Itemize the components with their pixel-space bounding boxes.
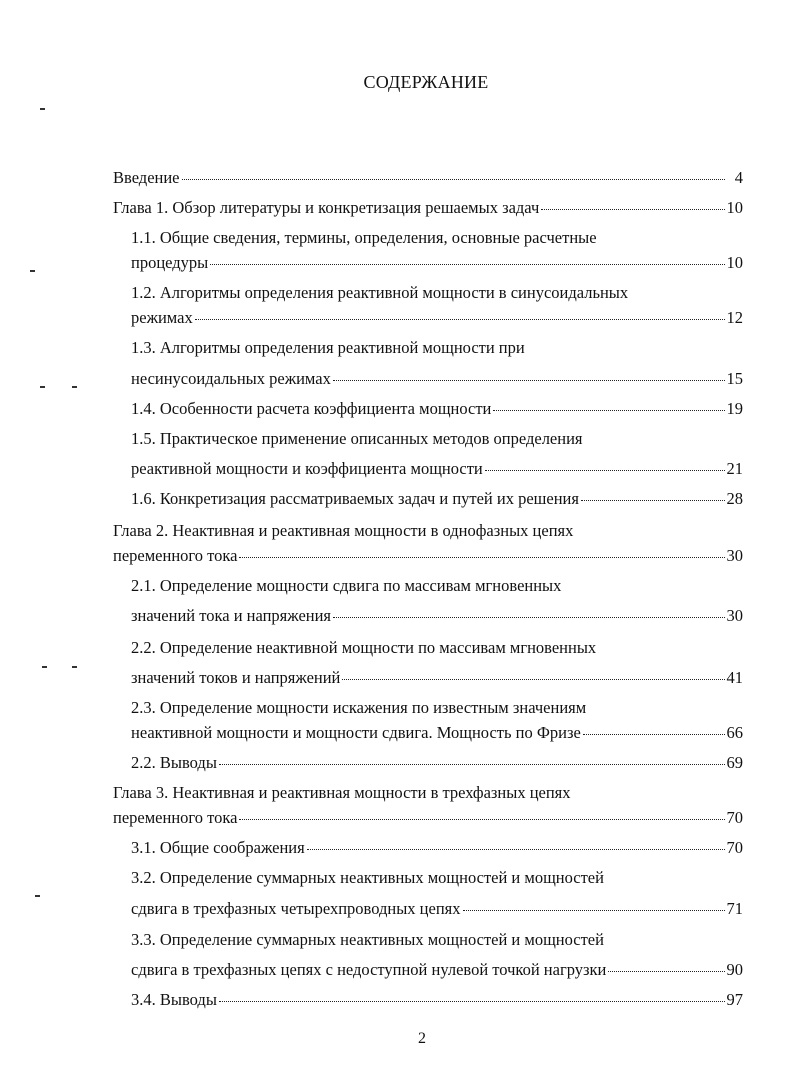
toc-entry-line xyxy=(131,575,743,597)
toc-entry-text: 1.1. Общие сведения, термины, определения, основные расчетные xyxy=(131,228,597,247)
toc-entry-2-1 xyxy=(131,605,743,627)
toc-entry-2-3 xyxy=(131,722,743,744)
dot-leader xyxy=(493,395,724,411)
toc-entry-page: 30 xyxy=(726,606,743,625)
toc-entry-text: 1.4. Особенности расчета коэффициента мощности xyxy=(131,399,492,418)
toc-entry-text: 3.2. Определение суммарных неактивных мощностей и мощностей xyxy=(131,868,604,887)
toc-entry-text: 1.5. Практическое применение описанных методов определения xyxy=(131,429,583,448)
toc-entry-text: сдвига в трехфазных цепях с недоступной нулевой точкой нагрузки xyxy=(131,960,607,979)
toc-entry-page: 28 xyxy=(726,489,743,508)
toc-entry-1-2 xyxy=(131,307,743,329)
dot-leader xyxy=(195,304,725,320)
page-title: СОДЕРЖАНИЕ xyxy=(363,72,489,92)
toc-entry-text: 3.4. Выводы xyxy=(131,990,217,1009)
scan-speck xyxy=(40,108,45,110)
toc-entry-1-4 xyxy=(131,398,743,420)
dot-leader xyxy=(342,664,724,680)
scan-speck xyxy=(35,895,40,897)
toc-entry-page: 4 xyxy=(734,168,743,187)
toc-entry-text: режимах xyxy=(131,308,193,327)
toc-entry-line xyxy=(131,428,743,450)
toc-entry-text: значений тока и напряжения xyxy=(131,606,332,625)
toc-entry-line xyxy=(113,782,743,804)
toc-entry-line xyxy=(131,337,743,359)
toc-entry-text: переменного тока xyxy=(113,546,238,565)
page-number: 2 xyxy=(418,1030,426,1047)
dot-leader xyxy=(333,602,724,618)
dot-leader xyxy=(541,194,724,210)
dot-leader xyxy=(182,164,725,180)
toc-entry-chapter-3 xyxy=(113,807,743,829)
toc-entry-text: Глава 2. Неактивная и реактивная мощности в однофазных цепях xyxy=(113,521,574,540)
toc-entry-text: сдвига в трехфазных четырехпроводных цепях xyxy=(131,899,461,918)
toc-entry-page: 41 xyxy=(726,668,743,687)
toc-entry-3-2 xyxy=(131,898,743,920)
scan-speck xyxy=(72,666,77,668)
toc-entry-page: 97 xyxy=(726,990,743,1009)
toc-entry-3-3 xyxy=(131,959,743,981)
toc-entry-text: 2.3. Определение мощности искажения по известным значениям xyxy=(131,698,587,717)
toc-entry-line xyxy=(131,637,743,659)
toc-entry-page: 10 xyxy=(726,253,743,272)
toc-entry-page: 10 xyxy=(726,198,743,217)
toc-entry-text: 2.1. Определение мощности сдвига по массивам мгновенных xyxy=(131,576,562,595)
scan-speck xyxy=(72,386,77,388)
dot-leader xyxy=(608,956,724,972)
toc-entry-1-1 xyxy=(131,252,743,274)
toc-entry-text: 1.3. Алгоритмы определения реактивной мощности при xyxy=(131,338,525,357)
toc-entry-page: 12 xyxy=(726,308,743,327)
toc-entry-line xyxy=(113,520,743,542)
toc-entry-text: 1.6. Конкретизация рассматриваемых задач и путей их решения xyxy=(131,489,579,508)
toc-entry-text: 1.2. Алгоритмы определения реактивной мощности в синусоидальных xyxy=(131,283,629,302)
toc-entry-line xyxy=(131,227,743,249)
toc-entry-text: процедуры xyxy=(131,253,209,272)
scan-speck xyxy=(40,386,45,388)
toc-entry-page: 66 xyxy=(726,723,743,742)
dot-leader xyxy=(219,749,725,765)
dot-leader xyxy=(581,485,725,501)
toc-entry-text: реактивной мощности и коэффициента мощности xyxy=(131,459,483,478)
dot-leader xyxy=(239,804,724,820)
toc-entry-1-5 xyxy=(131,458,743,480)
toc-entry-text: Глава 3. Неактивная и реактивная мощности в трехфазных цепях xyxy=(113,783,571,802)
toc-entry-line xyxy=(131,929,743,951)
toc-entry-page: 21 xyxy=(726,459,743,478)
toc-entry-page: 69 xyxy=(726,753,743,772)
toc-entry-text: 2.2. Выводы xyxy=(131,753,217,772)
toc-entry-line xyxy=(131,282,743,304)
toc-entry-page: 70 xyxy=(726,838,743,857)
toc-entry-2-2 xyxy=(131,667,743,689)
dot-leader xyxy=(333,365,725,381)
toc-entry-text: несинусоидальных режимах xyxy=(131,369,331,388)
toc-entry-page: 71 xyxy=(726,899,743,918)
dot-leader xyxy=(463,895,725,911)
toc-entry-3-conclusions xyxy=(131,989,743,1011)
dot-leader xyxy=(485,455,725,471)
toc-entry-text: 2.2. Определение неактивной мощности по массивам мгновенных xyxy=(131,638,597,657)
toc-entry-page: 30 xyxy=(726,546,743,565)
dot-leader xyxy=(239,542,724,558)
scan-speck xyxy=(30,270,35,272)
toc-entry-page: 19 xyxy=(726,399,743,418)
dot-leader xyxy=(210,249,724,265)
toc-entry-page: 90 xyxy=(726,960,743,979)
dot-leader xyxy=(583,719,725,735)
toc-entry-intro xyxy=(113,167,743,189)
toc-entry-text: Глава 1. Обзор литературы и конкретизация решаемых задач xyxy=(113,198,540,217)
toc-entry-chapter-2 xyxy=(113,545,743,567)
toc-entry-line xyxy=(131,867,743,889)
toc-entry-1-3 xyxy=(131,368,743,390)
toc-entry-line xyxy=(131,697,743,719)
toc-entry-2-conclusions xyxy=(131,752,743,774)
toc-entry-1-6 xyxy=(131,488,743,510)
toc-entry-page: 15 xyxy=(726,369,743,388)
toc-entry-page: 70 xyxy=(726,808,743,827)
toc-entry-text: 3.1. Общие соображения xyxy=(131,838,305,857)
toc-entry-text: Введение xyxy=(113,168,180,187)
toc-entry-chapter-1 xyxy=(113,197,743,219)
toc-entry-text: значений токов и напряжений xyxy=(131,668,341,687)
toc-entry-text: неактивной мощности и мощности сдвига. Мощность по Фризе xyxy=(131,723,581,742)
toc-entry-3-1 xyxy=(131,837,743,859)
dot-leader xyxy=(307,834,725,850)
dot-leader xyxy=(219,986,725,1002)
toc-entry-text: переменного тока xyxy=(113,808,238,827)
scan-speck xyxy=(42,666,47,668)
toc-entry-text: 3.3. Определение суммарных неактивных мощностей и мощностей xyxy=(131,930,604,949)
